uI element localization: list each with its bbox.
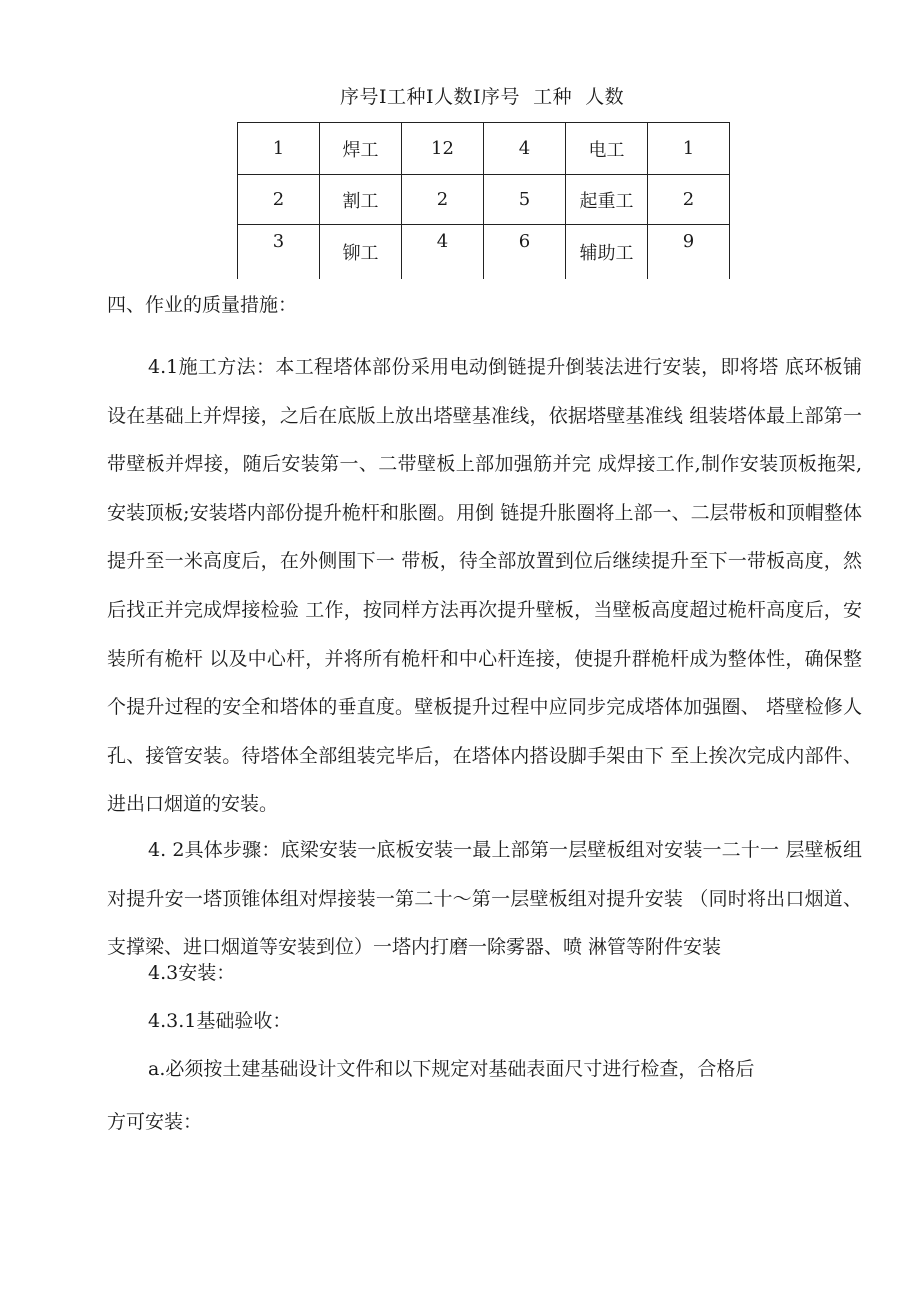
table-header: 序号I工种I人数I序号 工种 人数 xyxy=(340,86,625,108)
item-foundation-acceptance: 4.3.1基础验收： xyxy=(148,1010,292,1032)
cell-seq: 3 xyxy=(238,225,320,280)
cell-trade: 电工 xyxy=(566,123,648,175)
cell-count: 4 xyxy=(402,225,484,280)
cell-count: 9 xyxy=(648,225,730,280)
crew-table xyxy=(237,122,730,279)
cell-seq: 1 xyxy=(238,123,320,175)
cell-seq: 6 xyxy=(484,225,566,280)
cell-count: 1 xyxy=(648,123,730,175)
cell-seq: 5 xyxy=(484,175,566,225)
cell-trade: 割工 xyxy=(320,175,402,225)
table-row xyxy=(238,175,730,225)
cell-trade: 辅助工 xyxy=(566,225,648,280)
item-a: a.必须按土建基础设计文件和以下规定对基础表面尺寸进行检查，合格后 xyxy=(148,1058,755,1080)
cell-trade: 起重工 xyxy=(566,175,648,225)
table-row xyxy=(238,123,730,175)
section-heading: 四、作业的质量措施： xyxy=(107,294,298,316)
cell-trade: 焊工 xyxy=(320,123,402,175)
cell-trade: 铆工 xyxy=(320,225,402,280)
cell-count: 2 xyxy=(648,175,730,225)
cell-seq: 2 xyxy=(238,175,320,225)
cell-count: 2 xyxy=(402,175,484,225)
item-a-continuation: 方可安装： xyxy=(107,1111,203,1133)
cell-count: 12 xyxy=(402,123,484,175)
cell-seq: 4 xyxy=(484,123,566,175)
item-installation: 4.3安装： xyxy=(148,962,236,984)
paragraph-construction-method: 4.1施工方法：本工程塔体部份采用电动倒链提升倒装法进行安装，即将塔 底环板铺设在基础上并焊接，之后在底版上放出塔壁基准线，依据塔壁基准线 组装塔体最上部第一带壁板并焊接，随后安装第一、二带壁板上部加强筋并完 成焊接工作,制作安装顶板拖架,安装顶板;安装塔内部份提升桅杆和胀圈。用倒 链提升胀圈将上部一、二层带板和顶帽整体提升至一米高度后，在外侧围下一 带板，待全部放置到位后继续提升至下一带板高度，然后找正并完成焊接检验 工作，按同样方法再次提升壁板，当壁板高度超过桅杆高度后，安装所有桅杆 以及中心杆，并将所有桅杆和中心杆连接，使提升群桅杆成为整体性，确保整 个提升过程的安全和塔体的垂直度。壁板提升过程中应同步完成塔体加强圈、 塔壁检修人孔、接管安装。待塔体全部组装完毕后，在塔体内搭设脚手架由下 至上挨次完成内部件、进出口烟道的安装。 xyxy=(107,356,862,816)
paragraph-specific-steps: 4. 2具体步骤：底梁安装一底板安装一最上部第一层壁板组对安装一二十一 层壁板组对提升安一塔顶锥体组对焊接装一第二十～第一层壁板组对提升安装 （同时将出口烟道、支撑梁、进口烟道等安装到位）一塔内打磨一除雾器、喷 淋管等附件安装 xyxy=(107,839,862,959)
table-row xyxy=(238,225,730,280)
